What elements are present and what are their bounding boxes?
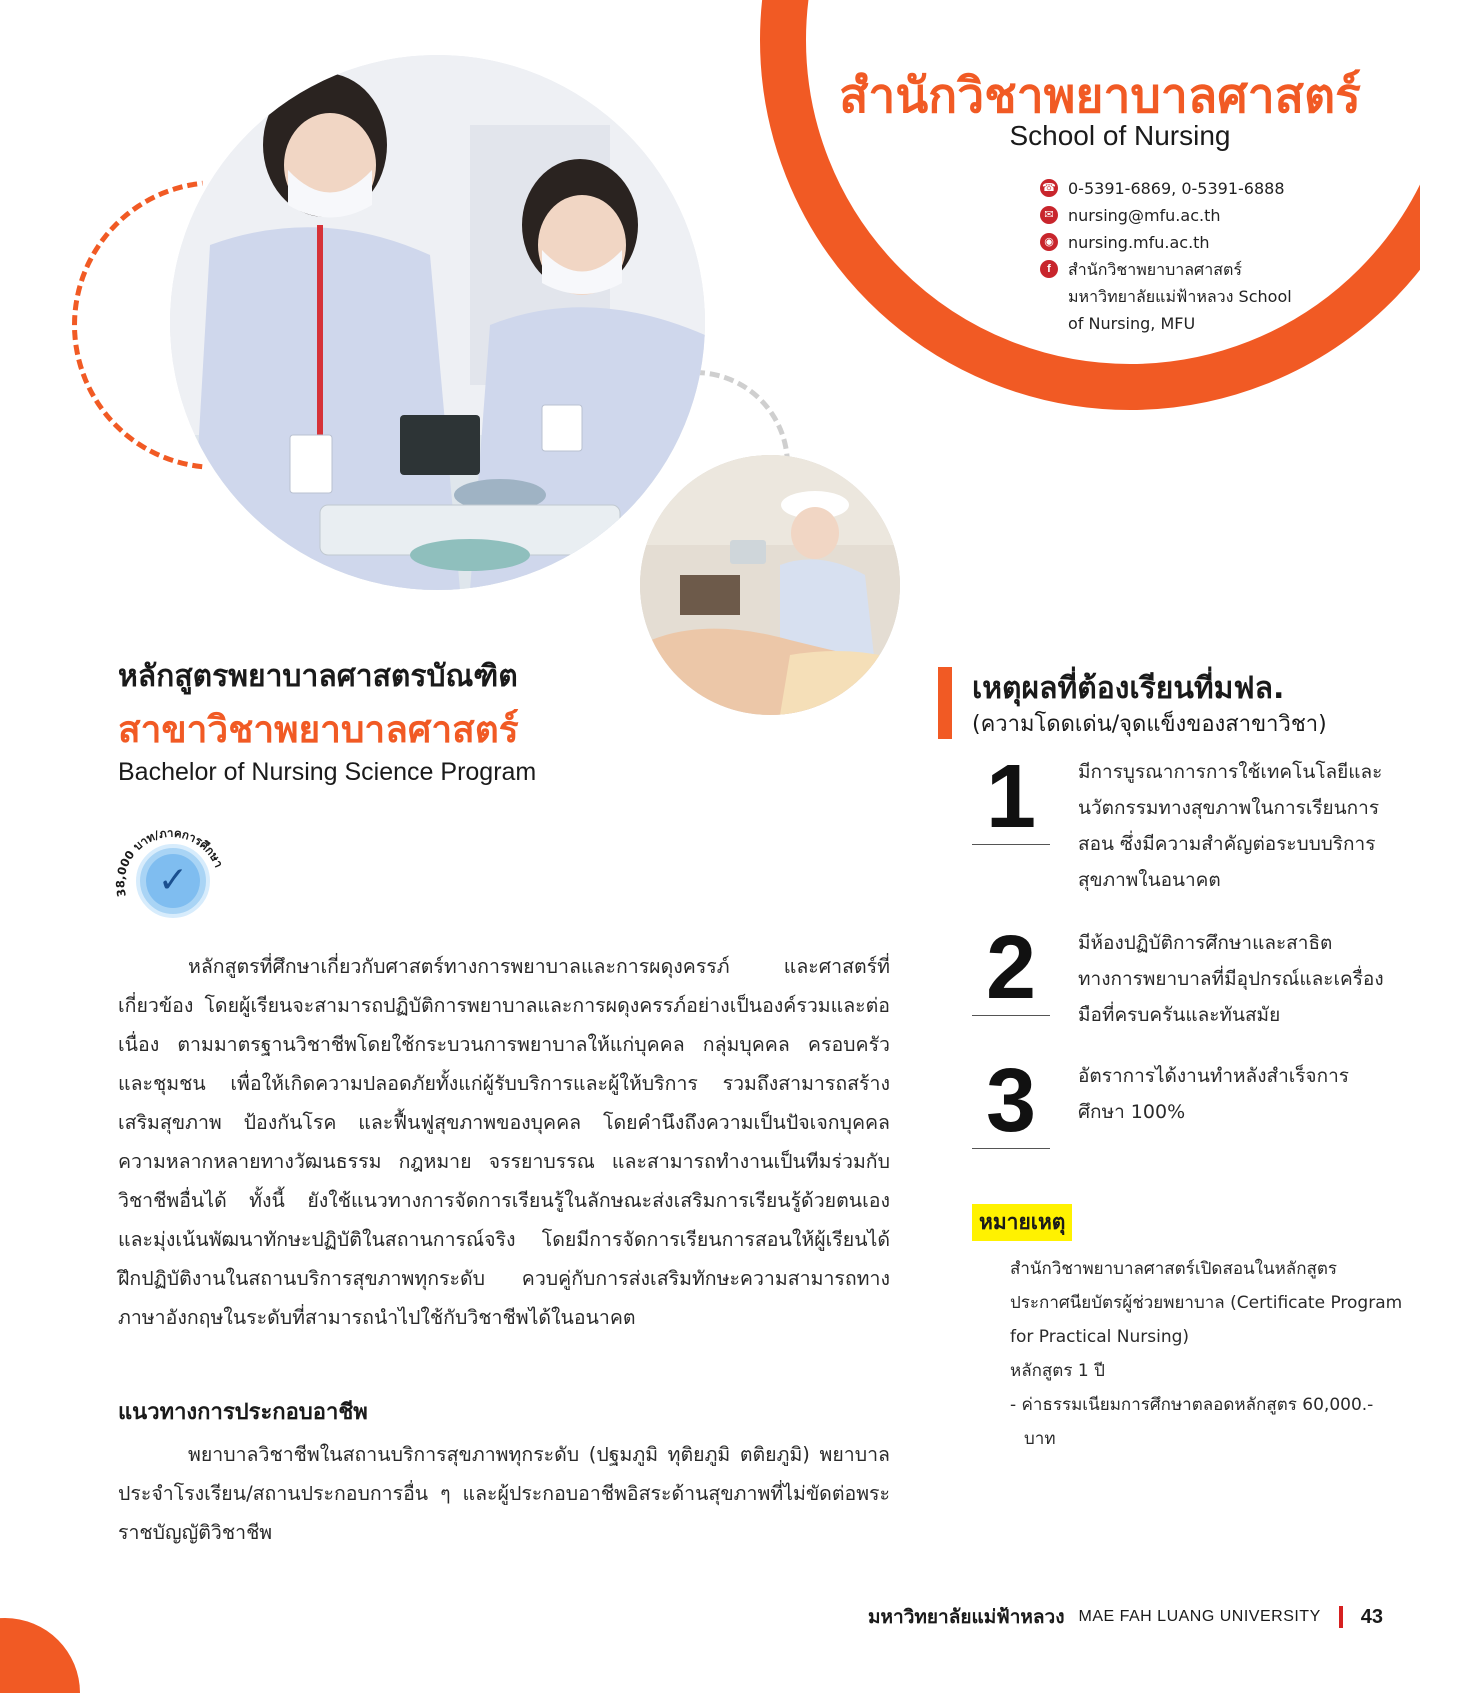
decorative-corner-circle [0, 1618, 80, 1693]
nursing-students-photo [170, 55, 705, 590]
program-title-thai: หลักสูตรพยาบาลศาสตรบัณฑิต [118, 659, 518, 694]
reason-text: มีห้องปฏิบัติการศึกษาและสาธิตทางการพยาบาลที่มีอุปกรณ์และเครื่องมือที่ครบครันและทันสมัย [1078, 932, 1384, 1026]
globe-icon: ◉ [1040, 233, 1058, 251]
reason-item-2 [972, 918, 1392, 1033]
page-edge [1420, 0, 1457, 1693]
tuition-fee-badge [112, 818, 232, 938]
contact-email[interactable] [1040, 202, 1340, 229]
phone-icon: ☎ [1040, 179, 1058, 197]
facebook-icon: f [1040, 260, 1058, 278]
contact-facebook[interactable] [1040, 256, 1340, 337]
nurse-manikin-illustration [640, 455, 900, 715]
note-line-2: หลักสูตร 1 ปี [1010, 1361, 1105, 1381]
reason-text: มีการบูรณาการการใช้เทคโนโลยีและนวัตกรรมทางสุขภาพในการเรียนการสอน ซึ่งมีความสำคัญต่อระบบบริการสุขภาพในอนาคต [1078, 761, 1383, 891]
fee-badge-text: 38,000 บาท/ภาคการศึกษา [113, 825, 226, 899]
contact-phone-text: 0-5391-6869, 0-5391-6888 [1068, 179, 1285, 198]
contact-facebook-text[interactable]: สำนักวิชาพยาบาลศาสตร์ มหาวิทยาลัยแม่ฟ้าหลวง School of Nursing, MFU [1068, 260, 1292, 333]
page-number: 43 [1360, 1605, 1383, 1628]
note-line-1: สำนักวิชาพยาบาลศาสตร์เปิดสอนในหลักสูตรประกาศนียบัตรผู้ช่วยพยาบาล (Certificate Program for Practical Nursing) [1010, 1259, 1403, 1347]
reason-item-1 [972, 747, 1392, 898]
reason-number: 3 [985, 1051, 1037, 1151]
contact-website-text[interactable]: nursing.mfu.ac.th [1068, 233, 1210, 252]
nursing-students-illustration [170, 55, 705, 590]
contact-email-text[interactable]: nursing@mfu.ac.th [1068, 206, 1221, 225]
nurse-with-manikin-photo [640, 455, 900, 715]
footer-university-english: MAE FAH LUANG UNIVERSITY [1078, 1608, 1321, 1625]
footer-separator [1339, 1606, 1343, 1628]
reason-item-3 [972, 1051, 1392, 1151]
school-title-thai: สำนักวิชาพยาบาลศาสตร์ [839, 68, 1361, 124]
career-description: พยาบาลวิชาชีพในสถานบริการสุขภาพทุกระดับ (ปฐมภูมิ ทุติยภูมิ ตติยภูมิ) พยาบาลประจำโรงเรียน/สถานประกอบการอื่น ๆ และผู้ประกอบอาชีพอิสระด้านสุขภาพที่ไม่ขัดต่อพระราชบัญญัติวิชาชีพ [118, 1443, 890, 1544]
note-content [1010, 1252, 1410, 1456]
contact-website[interactable] [1040, 229, 1340, 256]
note-tag: หมายเหตุ [972, 1204, 1072, 1241]
reasons-accent-bar [938, 667, 952, 739]
career-heading: แนวทางการประกอบอาชีพ [118, 1400, 368, 1425]
footer-university-thai: มหาวิทยาลัยแม่ฟ้าหลวง [867, 1606, 1065, 1628]
note-line-3: - ค่าธรรมเนียมการศึกษาตลอดหลักสูตร 60,000.- บาท [1010, 1395, 1374, 1449]
program-major-thai: สาขาวิชาพยาบาลศาสตร์ [118, 708, 519, 751]
badge-check-circle [136, 844, 210, 918]
page-footer [838, 1602, 1383, 1632]
program-description: หลักสูตรที่ศึกษาเกี่ยวกับศาสตร์ทางการพยาบาลและการผดุงครรภ์ และศาสตร์ที่เกี่ยวข้อง โดยผู้เรียนจะสามารถปฏิบัติการพยาบาลและการผดุงครรภ์อย่างเป็นองค์รวมและต่อเนื่อง ตามมาตรฐานวิชาชีพโดยใช้กระบวนการพยาบาลให้แก่บุคคล กลุ่มบุคคล ครอบครัว และชุมชน เพื่อให้เกิดความปลอดภัยทั้งแก่ผู้รับบริการและผู้ให้บริการ รวมถึงสามารถสร้างเสริมสุขภาพ ป้องกันโรค และฟื้นฟูสุขภาพของบุคคล โดยคำนึงถึงความเป็นปัจเจกบุคคล ความหลากหลายทางวัฒนธรรม กฎหมาย จรรยาบรรณ และสามารถทำงานเป็นทีมร่วมกับวิชาชีพอื่นได้ ทั้งนี้ ยังใช้แนวทางการจัดการเรียนรู้ในลักษณะส่งเสริมการเรียนรู้ด้วยตนเอง และมุ่งเน้นพัฒนาทักษะปฏิบัติในสถานการณ์จริง โดยมีการจัดการเรียนการสอนให้ผู้เรียนได้ฝึกปฏิบัติงานในสถานบริการสุขภาพทุกระดับ ควบคู่กับการส่งเสริมทักษะความสามารถทางภาษาอังกฤษในระดับที่สามารถนำไปใช้กับวิชาชีพได้ในอนาคต [118, 955, 890, 1329]
email-icon: ✉ [1040, 206, 1058, 224]
reasons-title: เหตุผลที่ต้องเรียนที่มฟล. [972, 671, 1285, 706]
reason-number: 1 [985, 747, 1037, 847]
reason-text: อัตราการได้งานทำหลังสำเร็จการศึกษา 100% [1078, 1065, 1349, 1123]
reason-number: 2 [985, 918, 1037, 1018]
program-title-english: Bachelor of Nursing Science Program [118, 758, 537, 786]
reasons-subtitle: (ความโดดเด่น/จุดแข็งของสาขาวิชา) [972, 712, 1327, 737]
contact-list [1040, 175, 1340, 337]
school-title-english: School of Nursing [1009, 120, 1231, 151]
checkmark-icon: ✓ [146, 854, 200, 908]
contact-phone [1040, 175, 1340, 202]
